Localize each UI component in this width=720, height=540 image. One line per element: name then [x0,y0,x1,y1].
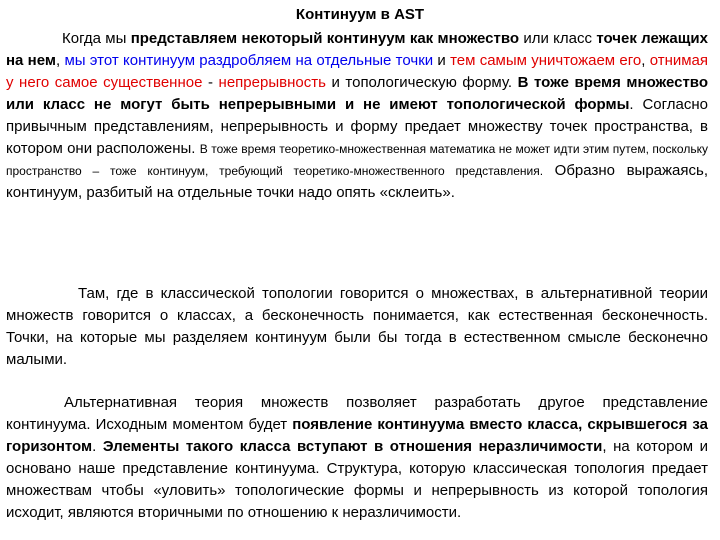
p3-text: , на котором и основано наше представление континуума. Структура, которую классическая топология предает множествам чтобы «уловить» топологические формы и непрерывность из которой топология исходит, являются вторичными по отношению к неразличимости. [6,438,708,521]
p1-text: или класс [519,30,597,47]
p3-text: Альтернативная теория множеств позволяет разработать другое представление континуума. Исходным моментом будет [6,394,708,433]
p1-bold-statement: В тоже время множество или класс не могут быть непрерывными и не имеют топологической формы [6,74,708,113]
p3-bold-indiscernibility: Элементы такого класса вступают в отношения неразличимости [102,438,603,455]
p1-emphasis-continuum-as-set: представляем некоторый континуум как множество [130,30,520,47]
p1-highlight-fragment: мы этот континуум раздробляем на отдельные точки [64,52,434,69]
p1-text: и [433,52,451,69]
p1-highlight-destroy: тем самым уничтожаем его [450,52,642,69]
p1-text: Когда мы [62,30,131,47]
p1-small-note: В тоже время теоретико-множественная математика не может идти этим путем, поскольку пространство – тоже континуум, требующий теоретико-множественного представления. [6,142,708,178]
p1-highlight-essential: отнимая у него самое существенное [6,52,709,91]
paragraph-1 [6,28,708,204]
p1-text: . Согласно привычным представлениям, непрерывность и форму предает множеству точек пространства, в котором они расположены. [6,96,708,157]
p3-text: . [92,438,103,455]
p1-text: Образно выражаясь, континуум, разбитый на отдельные точки надо опять «склеить». [6,162,708,201]
paragraph-3 [6,392,708,524]
p1-highlight-continuity: непрерывность [218,74,326,91]
p1-text: и топологическую форму. [325,74,518,91]
p1-emphasis-points-on-it: точек лежащих на нем [6,30,708,69]
p3-bold-continuum-appearance: появление континуума вместо класса, скрывшегося за горизонтом [6,416,708,455]
paragraph-2: Там, где в классической топологии говорится о множествах, в альтернативной теории множеств говорится о классах, а бесконечность понимается, как естественная бесконечность. Точки, на которые мы разделяем континуум были бы тогда в естественном смысле бесконечно малыми. [6,285,708,368]
p1-text: ‑ [202,74,219,91]
p1-text: , [641,52,650,69]
p1-text: , [55,52,65,69]
page-title: Континуум в AST [295,6,425,23]
